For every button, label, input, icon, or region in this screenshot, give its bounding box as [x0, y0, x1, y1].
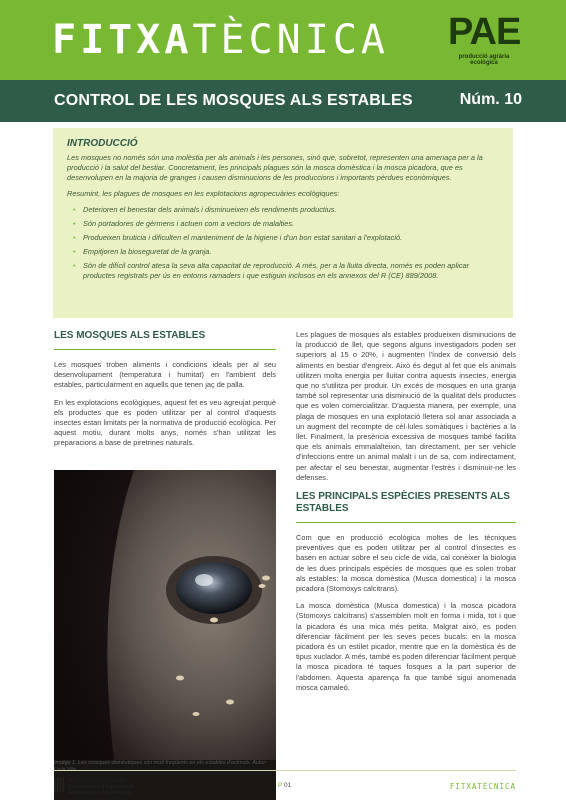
gencat-text: Generalitat de Catalunya Departament d'Agricultura, Alimentació i Acció Rural	[68, 778, 135, 797]
photo-caption: Imatge 1. Les mosques domèstiques són molt freqüents en els estables d'animals. Autor:	[54, 760, 267, 766]
horse-eye-photo	[54, 470, 276, 800]
intro-bullet: • Empitjoren la bioseguretat de la granja.	[67, 247, 499, 257]
intro-bullet: • Produeixen bruticia i dificulten el manteniment de la higiene i d'un bon estat sanitari a l'explotació.	[67, 233, 499, 243]
logo-subtitle: producció agrària ecològica	[458, 54, 510, 66]
left-column	[54, 330, 276, 456]
title-bar	[0, 80, 566, 122]
intro-bullet: • Deterioren el benestar dels animals i disminueixen els rendiments productius.	[67, 205, 499, 215]
intro-bullet: • Són de difícil control atesa la seva alta capacitat de reproducció. A més, per a la lluita directa, només es poden aplicar productes registrats per ús en entorns ramaders i que estiguin inclosos en els annexos del R (CE) 889/2008.	[67, 261, 499, 281]
logo-mark: PAE	[448, 11, 521, 53]
page-title: CONTROL DE LES MOSQUES ALS ESTABLES	[54, 92, 413, 109]
fly	[226, 700, 234, 705]
photo-illustration	[54, 470, 276, 760]
section-rule	[296, 522, 516, 523]
left-paragraph-1: Les mosques troben aliments i condicions ideals per al seu desenvolupament (temperatura i humitat) en l'ambient dels estables, particularment en aquells que tenen jaç de palla.	[54, 360, 276, 390]
right-paragraph-3: La mosca domèstica (Musca domestica) i la mosca picadora (Stomoxys calcitrans) s'assemblen molt en forma i mida, tot i que la picadora és una mica més petita. Malgrat això, es poden diferenciar fàcilment per les seves peces bucals: en la mosca picadora és un estilet picador, mentre que en la domèstica és de tipus xuclador. A més, també es poden diferenciar fàcilment perquè la mosca picadora té taques fosques a la part superior de l'abdomen. Aquesta aparença fa que també sigui anomenada mosca camaleó.	[296, 601, 516, 692]
intro-box	[53, 128, 513, 318]
eye	[176, 562, 252, 614]
intro-paragraph-1: Les mosques no només són una molèstia per als animals i les persones, sinó que, sobretot, representen una amenaça per a la producció i la salut del bestiar. Concretament, les principals plagues són la mosca domèstica i la mosca picadora, que es desenvolupen en la majoria de granges i causen disminucions de les produccions i importants pèrdues econòmiques.	[67, 153, 483, 182]
page-number: P 01	[278, 782, 292, 789]
eye-highlight	[195, 574, 213, 586]
right-column	[296, 330, 516, 700]
fly	[176, 676, 184, 681]
intro-paragraph-2: Resumint, les plagues de mosques en les explotacions agropecuàries ecològiques:	[67, 189, 340, 198]
footer	[0, 770, 566, 800]
gencat-icon	[54, 778, 64, 792]
section-rule	[54, 349, 276, 350]
section-heading-especies: LES PRINCIPALS ESPÈCIES PRESENTS ALS ESTABLES	[296, 491, 510, 515]
brand-title: FITXATÈCNICA	[52, 17, 389, 63]
fly	[193, 712, 200, 716]
fly	[262, 576, 270, 581]
issue-number: Núm. 10	[459, 91, 522, 108]
right-paragraph-1: Les plagues de mosques als estables produeixen disminucions de la producció de llet, que segons alguns investigadors poden ser superiors al 15 o 20%, i augmenten l'índex de conversió dels aliments en bestiar d'engreix. Això és degut al fet que els animals utilitzen molta energia per lluitar contra aquests insectes, energia que no s'utilitza per produir. Un excés de mosques en una granja també sol representar una disminució de la qualitat dels productes que es volen comercialitzar. D'aquesta manera, per exemple, una plaga de mosques en una explotació lletera sol anar associada a un augment del recompte de cèl·lules somàtiques i bactèries a la llet. Finalment, la presència excessiva de mosques també facilita que els animals emmalalteixin, tan directament, per ser vehicle d'infeccions entre un animal malalt i un de sa, com indirectament, per afectar el seu benestar, augmentar l'estrès i disminuir-ne les defenses.	[296, 330, 516, 482]
footer-brand: FITXATÈCNICA	[449, 782, 516, 791]
intro-heading: INTRODUCCIÓ	[67, 138, 138, 149]
right-paragraph-2: Com que en producció ecològica moltes de les tècniques preventives que es poden utilitzar per al control d'insectes es basen en actuar sobre el seu cicle de vida, cal conèixer la biologia de les dues principals espècies de mosques que es solen trobar als estables: la mosca domèstica (Musca domestica) i la mosca picadora (Stomoxys calcitrans).	[296, 533, 516, 594]
fly	[259, 584, 266, 588]
pae-logo	[448, 12, 520, 72]
fly	[210, 618, 218, 623]
intro-bullet: • Són portadores de gèrmens i actuen com a vectors de malalties.	[67, 219, 499, 229]
header-band	[0, 0, 566, 80]
section-heading-mosques: LES MOSQUES ALS ESTABLES	[54, 330, 206, 341]
footer-rule	[54, 770, 516, 771]
left-paragraph-2: En les explotacions ecològiques, aquest fet es veu agreujat perquè els productes que es poden utilitzar per al control d'aquests insectes estan limitats per la normativa de producció ecològica. Per aquest motiu, durant molts anys, només s'han utilitzat les preparacions a base de piretrines naturals.	[54, 397, 276, 448]
intro-bullets	[67, 205, 499, 281]
